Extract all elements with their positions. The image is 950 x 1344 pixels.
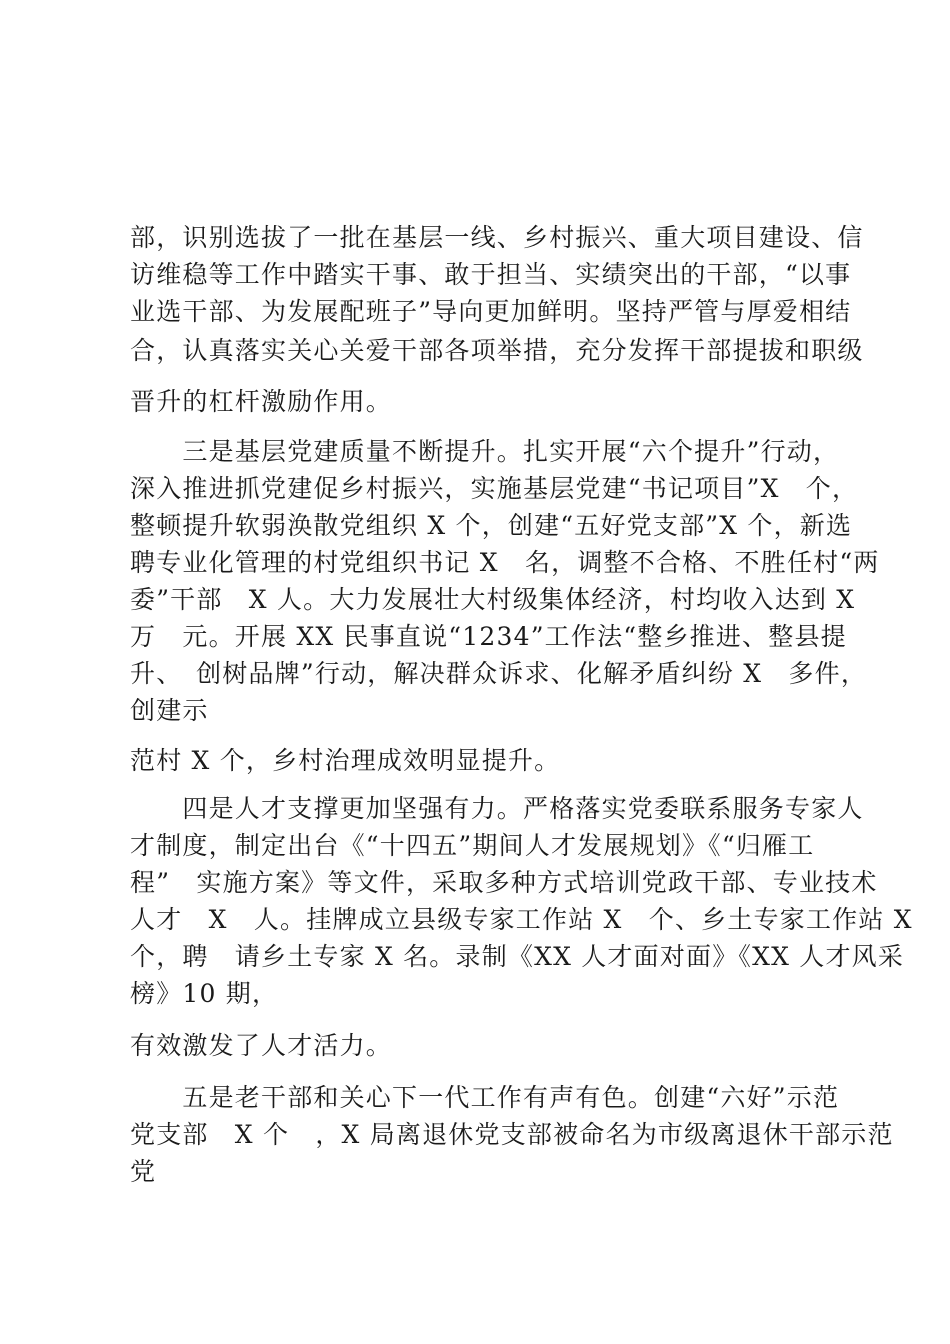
text-line-11: 万 元。开展 XX 民事直说“1234”工作法“整乡推进、整县提: [130, 622, 847, 651]
text-line-6: 三是基层党建质量不断提升。扎实开展“六个提升”行动，: [130, 437, 840, 466]
text-line-10: 委”干部 X 人。大力发展壮大村级集体经济，村均收入达到 X: [130, 585, 856, 614]
text-line-15: 四是人才支撑更加坚强有力。严格落实党委联系服务专家人: [130, 794, 864, 823]
text-line-18: 人才 X 人。挂牌成立县级专家工作站 X 个、乡土专家工作站 X: [130, 905, 913, 934]
text-line-5: 晋升的杠杆激励作用。: [130, 387, 393, 416]
text-line-7: 深入推进抓党建促乡村振兴，实施基层党建“书记项目”X 个，: [130, 474, 859, 503]
text-line-23: 党支部 X 个 ，X 局离退休党支部被命名为市级离退休干部示范: [130, 1120, 894, 1149]
text-line-24: 党: [130, 1157, 157, 1186]
text-line-13: 创建示: [130, 696, 209, 725]
text-line-8: 整顿提升软弱涣散党组织 X 个，创建“五好党支部”X 个，新选: [130, 511, 853, 540]
text-line-20: 榜》10 期，: [130, 979, 279, 1008]
text-line-9: 聘专业化管理的村党组织书记 X 名，调整不合格、不胜任村“两: [130, 548, 880, 577]
text-line-4: 合，认真落实关心关爱干部各项举措，充分发挥干部提拔和职级: [130, 336, 864, 365]
text-line-12: 升、 创树品牌”行动，解决群众诉求、化解矛盾纠纷 X 多件，: [130, 659, 868, 688]
text-line-3: 业选干部、为发展配班子”导向更加鲜明。坚持严管与厚爱相结: [130, 297, 852, 326]
text-line-1: 部，识别选拔了一批在基层一线、乡村振兴、重大项目建设、信: [130, 223, 864, 252]
text-line-16: 才制度，制定出台《“十四五”期间人才发展规划》《“归雁工: [130, 831, 815, 860]
text-line-17: 程” 实施方案》等文件，采取多种方式培训党政干部、专业技术: [130, 868, 878, 897]
text-line-21: 有效激发了人才活力。: [130, 1031, 393, 1060]
text-line-2: 访维稳等工作中踏实干事、敢于担当、实绩突出的干部，“以事: [130, 260, 852, 289]
text-line-22: 五是老干部和关心下一代工作有声有色。创建“六好”示范: [130, 1083, 840, 1112]
text-line-14: 范村 X 个，乡村治理成效明显提升。: [130, 746, 561, 775]
text-line-19: 个，聘 请乡土专家 X 名。录制《XX 人才面对面》《XX 人才风采: [130, 942, 905, 971]
